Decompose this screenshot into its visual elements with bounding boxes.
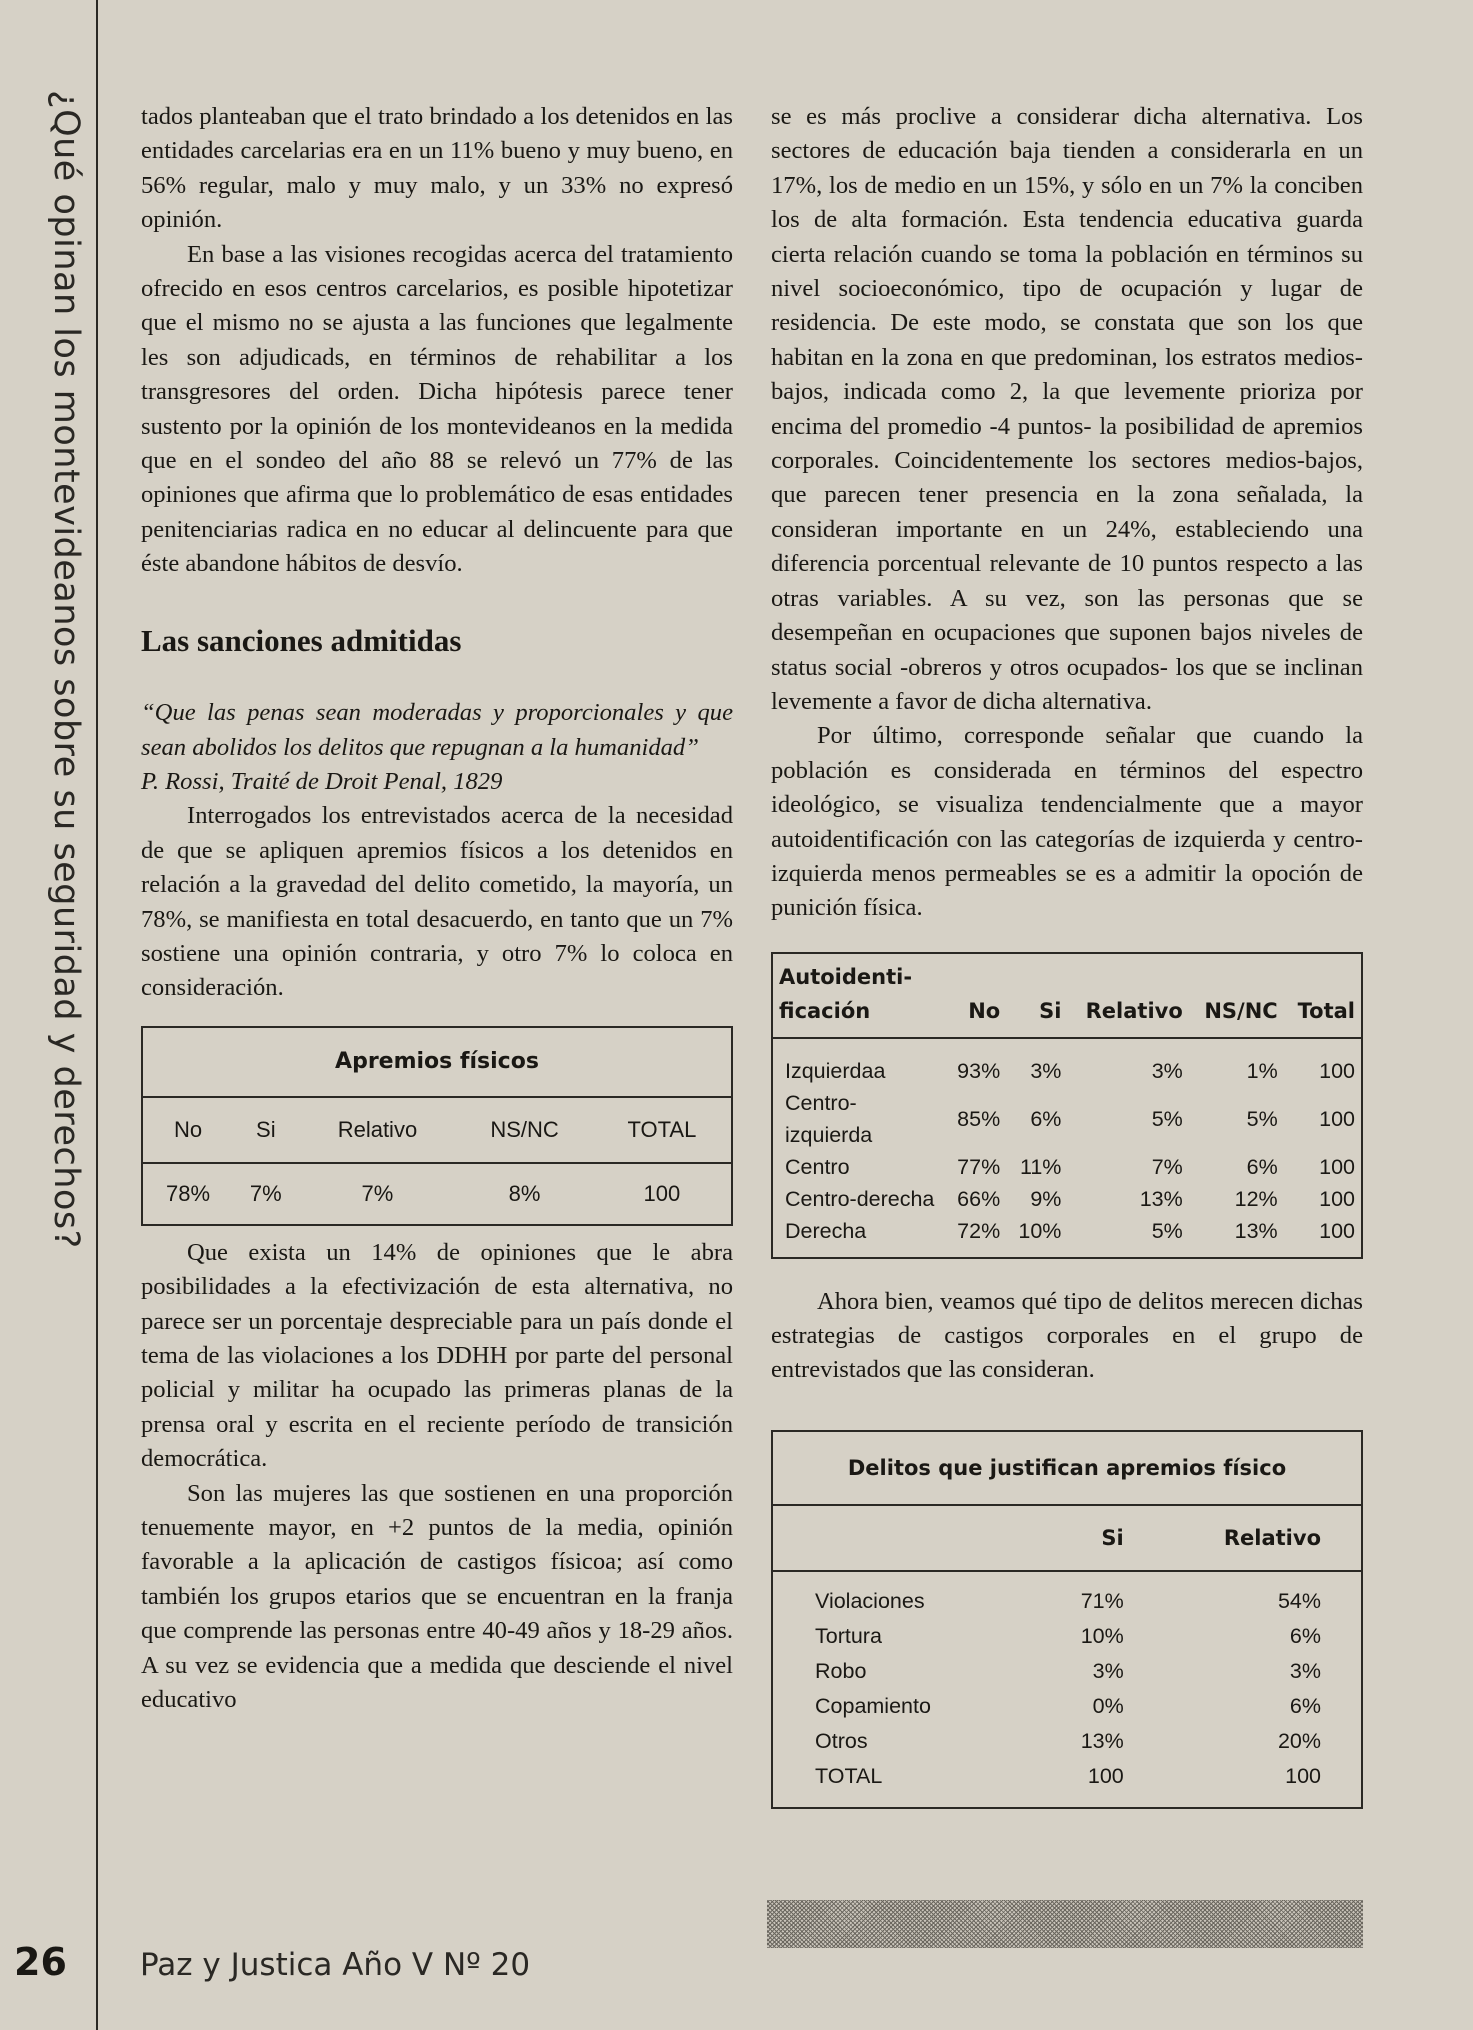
- hatched-decoration: [767, 1900, 1363, 1948]
- table-cell: 9%: [1030, 1186, 1062, 1211]
- table-row: [772, 1759, 1362, 1808]
- left-column: [141, 100, 733, 1717]
- page-number: 26: [14, 1940, 67, 1984]
- table-row: [772, 1689, 1362, 1724]
- table-cell: 13%: [1234, 1218, 1278, 1243]
- table-cell: 8%: [508, 1180, 541, 1206]
- table-cell: 66%: [957, 1186, 1001, 1211]
- table-cell: 100: [1285, 1763, 1321, 1788]
- table-header-row: [772, 953, 1362, 1038]
- table-row: [772, 1584, 1362, 1619]
- table-cell: 20%: [1277, 1728, 1321, 1753]
- footer-publication: Paz y Justica Año V Nº 20: [140, 1947, 531, 1983]
- paragraph: Son las mujeres las que sostienen en una proporción tenuemente mayor, en +2 puntos de la media, opinión favorable a la aplicación de castigos físicoa; así como también los grupos etarios que se encuentran en la franja que comprende las personas entre 40-49 años y 18-29 años. A su vez se evidencia que a medida que desciende el nivel educativo: [141, 1479, 733, 1714]
- table-cell: 10%: [1018, 1218, 1062, 1243]
- table-title: Delitos que justifican apremios físico: [772, 1431, 1362, 1505]
- column-header: Relativo: [299, 1097, 457, 1163]
- table-cell: 6%: [1289, 1693, 1321, 1718]
- table-header-row: [772, 1505, 1362, 1571]
- table-cell: 78%: [166, 1180, 211, 1206]
- table-cell: 3%: [1289, 1658, 1321, 1683]
- table-cell: 5%: [1246, 1106, 1278, 1131]
- table-cell: 1%: [1246, 1058, 1278, 1083]
- table-row: [772, 1724, 1362, 1759]
- row-label: TOTAL: [815, 1763, 883, 1788]
- table-row: [772, 1183, 1362, 1215]
- table-cell: 7%: [1151, 1154, 1183, 1179]
- row-label: Izquierdaa: [785, 1058, 886, 1083]
- table-cell: 71%: [1080, 1588, 1124, 1613]
- row-label: Copamiento: [815, 1693, 931, 1718]
- right-column: [771, 100, 1363, 1809]
- table-cell: 93%: [957, 1058, 1001, 1083]
- table-row: [772, 1619, 1362, 1654]
- table-cell: 85%: [957, 1106, 1001, 1131]
- column-header: NS/NC: [456, 1097, 592, 1163]
- table-cell: 13%: [1080, 1728, 1124, 1753]
- column-header: Relativo: [1164, 1505, 1362, 1571]
- table-cell: 0%: [1092, 1693, 1124, 1718]
- row-label: Robo: [815, 1658, 867, 1683]
- running-title: ¿Qué opinan los montevideanos sobre su seguridad y derechos?: [46, 90, 86, 1249]
- column-header: Relativo: [1067, 953, 1188, 1038]
- table-cell: 100: [1319, 1058, 1355, 1083]
- table-cell: 72%: [957, 1218, 1001, 1243]
- column-header: No: [142, 1097, 233, 1163]
- table-row: [772, 1055, 1362, 1087]
- table-cell: 12%: [1234, 1186, 1278, 1211]
- epigraph-attribution: P. Rossi, Traité de Droit Penal, 1829: [141, 767, 503, 795]
- table-cell: 13%: [1139, 1186, 1183, 1211]
- paragraph: se es más proclive a considerar dicha alternativa. Los sectores de educación baja tienden a considerarla en un 17%, los de medio en un 15%, y sólo en un 7% la conciben los de alta formación. Esta tendencia educativa guarda cierta relación cuando se toma la población en términos su nivel socioeconómico, tipo de ocupación y lugar de residencia. De este modo, se constata que son los que habitan en la zona en que predominan, los estratos medios-bajos, indicada como 2, la que levemente prioriza por encima del promedio -4 puntos- la posibilidad de apremios corporales. Coincidentemente los sectores medios-bajos, que parecen tener presencia en la zona señalada, la consideran importante en un 24%, estableciendo una diferencia porcentual relevante de 10 puntos respecto a las otras variables. A su vez, son las personas que se desempeñan en ocupaciones que suponen bajos niveles de status social -obreros y otros ocupados- los que se inclinan levemente a favor de dicha alternativa.: [771, 103, 1363, 715]
- row-label: Centro-derecha: [785, 1186, 935, 1211]
- table-cell: 100: [1319, 1218, 1355, 1243]
- epigraph-quote: “Que las penas sean moderadas y proporcionales y que sean abolidos los delitos que repugnan a la humanidad”: [141, 699, 733, 761]
- row-label: Derecha: [785, 1218, 867, 1243]
- table-cell: 11%: [1019, 1154, 1062, 1179]
- column-header: No: [945, 953, 1006, 1038]
- paragraph: Ahora bien, veamos qué tipo de delitos merecen dichas estrategias de castigos corporales en el grupo de entrevistados que las consideran.: [771, 1287, 1363, 1384]
- table-cell: 3%: [1092, 1658, 1124, 1683]
- table-cell: 7%: [249, 1180, 282, 1206]
- table-cell: 3%: [1151, 1058, 1183, 1083]
- paragraph: tados planteaban que el trato brindado a los detenidos en las entidades carcelarias era en un 11% bueno y muy bueno, en 56% regular, malo y muy malo, y un 33% no expresó opinión.: [141, 103, 733, 234]
- column-header: Total: [1284, 953, 1362, 1038]
- table-cell: 54%: [1277, 1588, 1321, 1613]
- margin-rule: [96, 0, 98, 2030]
- table-cell: 5%: [1151, 1218, 1183, 1243]
- section-heading: Las sanciones admitidas: [141, 622, 462, 658]
- table-cell: 6%: [1289, 1623, 1321, 1648]
- apremios-table: [141, 1026, 733, 1226]
- column-header: Autoidenti-ficación: [772, 953, 945, 1038]
- row-label: Violaciones: [815, 1588, 925, 1613]
- column-header: TOTAL: [593, 1097, 732, 1163]
- paragraph: Que exista un 14% de opiniones que le abra posibilidades a la efectivización de esta alternativa, no parece ser un porcentaje despreciable para un país donde el tema de las violaciones a los DDHH por parte del personal policial y militar ha ocupado las primeras planas de la prensa oral y escrita en el reciente período de transición democrática.: [141, 1238, 733, 1473]
- table-row: [772, 1215, 1362, 1258]
- table-header-row: [142, 1097, 732, 1163]
- table-cell: 6%: [1246, 1154, 1278, 1179]
- table-cell: 100: [1319, 1186, 1355, 1211]
- paragraph: En base a las visiones recogidas acerca del tratamiento ofrecido en esos centros carcelarios, es posible hipotetizar que el mismo no se ajusta a las funciones que legalmente les son adjudicads, en términos de rehabilitar a los transgresores del orden. Dicha hipótesis parece tener sustento por la opinión de los montevideanos en la medida que en el sondeo del año 88 se relevó un 77% de las opiniones que afirma que lo problemático de esas entidades penitenciarias radica en no educar al delincuente para que éste abandone hábitos de desvío.: [141, 240, 733, 578]
- autoidentificacion-table: [771, 952, 1363, 1259]
- table-row: [142, 1163, 732, 1225]
- table-cell: 77%: [957, 1154, 1001, 1179]
- row-label: Tortura: [815, 1623, 882, 1648]
- table-cell: 100: [1319, 1154, 1355, 1179]
- table-cell: 100: [1319, 1106, 1355, 1131]
- table-cell: 5%: [1151, 1106, 1183, 1131]
- column-header: NS/NC: [1189, 953, 1284, 1038]
- row-label: Otros: [815, 1728, 868, 1753]
- table-cell: 3%: [1030, 1058, 1062, 1083]
- paragraph: Por último, corresponde señalar que cuando la población es considerada en términos del espectro ideológico, se visualiza tendencialmente que a mayor autoidentificación con las categorías de izquierda y centro-izquierda menos permeables se es a admitir la opoción de punición física.: [771, 722, 1363, 922]
- table-title: Apremios físicos: [142, 1027, 732, 1097]
- table-row: [772, 1151, 1362, 1183]
- table-row: [772, 1087, 1362, 1151]
- column-header: Si: [1006, 953, 1067, 1038]
- delitos-table: [771, 1430, 1363, 1809]
- column-header: Si: [233, 1097, 298, 1163]
- table-cell: 100: [643, 1180, 681, 1206]
- row-label: Centro: [785, 1154, 850, 1179]
- table-cell: 10%: [1080, 1623, 1124, 1648]
- paragraph: Interrogados los entrevistados acerca de la necesidad de que se apliquen apremios físicos a los detenidos en relación a la gravedad del delito cometido, la mayoría, un 78%, se manifiesta en total desacuerdo, en tanto que un 7% sostiene una opinión contraria, y otro 7% lo coloca en consideración.: [141, 802, 733, 1002]
- table-row: [772, 1654, 1362, 1689]
- column-header: Si: [1044, 1505, 1164, 1571]
- row-label: Centro-izquierda: [785, 1090, 873, 1147]
- table-cell: 100: [1087, 1763, 1124, 1788]
- table-cell: 6%: [1030, 1106, 1062, 1131]
- table-cell: 7%: [361, 1180, 394, 1206]
